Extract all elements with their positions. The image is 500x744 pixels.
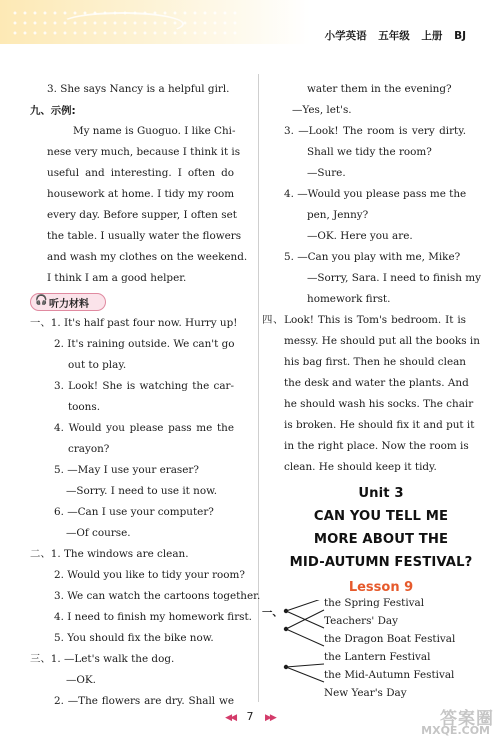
script-line: 5. —Can you play with me, Mike? xyxy=(284,251,461,263)
headphones-icon: 🎧 xyxy=(35,295,48,306)
script-line: 2. It's raining outside. We can't go xyxy=(54,338,235,350)
festival-item: the Dragon Boat Festival xyxy=(324,633,456,645)
header-subject: 小学英语 xyxy=(324,30,367,42)
essay-line: I think I am a good helper. xyxy=(47,272,187,284)
script-line: 2. —The flowers are dry. Shall we xyxy=(54,695,234,707)
festival-item: the Mid-Autumn Festival xyxy=(324,669,455,681)
match-dot xyxy=(284,609,288,613)
script-line: —Sorry. I need to use it now. xyxy=(66,485,218,497)
script-line: —Of course. xyxy=(66,527,131,539)
prev-page-icon[interactable]: ◀◀ xyxy=(225,713,235,723)
essay-line: every day. Before supper, I often set xyxy=(47,209,237,221)
match-line xyxy=(286,629,324,646)
lesson-title: Lesson 9 xyxy=(348,580,414,595)
essay-line: housework at home. I tidy my room xyxy=(47,188,235,200)
decor-swirl xyxy=(60,12,184,36)
script-line: —OK. xyxy=(66,674,96,686)
script-line: toons. xyxy=(68,401,101,413)
page-header xyxy=(317,28,466,43)
script-line: 5. You should fix the bike now. xyxy=(54,632,214,644)
script-line: clean. He should keep it tidy. xyxy=(284,461,437,473)
script-line: his bag first. Then he should clean xyxy=(284,356,466,368)
script-line: pen, Jenny? xyxy=(307,209,369,221)
match-dot xyxy=(284,665,288,669)
script-line: 3. We can watch the cartoons together. xyxy=(54,590,261,602)
match-heading: 一、 xyxy=(262,607,283,619)
essay-line: and wash my clothes on the weekend. xyxy=(47,251,248,263)
script-line: is broken. He should fix it and put it xyxy=(284,419,475,431)
essay-line: My name is Guoguo. I like Chi- xyxy=(73,125,236,137)
unit-title-line: CAN YOU TELL ME xyxy=(313,509,449,524)
script-line: 一、1. It's half past four now. Hurry up! xyxy=(30,317,238,329)
column-divider xyxy=(258,74,259,702)
festival-item: New Year's Day xyxy=(324,687,407,699)
script-line: 5. —May I use your eraser? xyxy=(54,464,199,476)
script-line: —Yes, let's. xyxy=(292,104,352,116)
watermark-logo xyxy=(420,704,496,738)
page-number: 7 xyxy=(246,710,254,723)
unit-title-line: MORE ABOUT THE xyxy=(313,532,449,547)
script-line: 4. I need to finish my homework first. xyxy=(54,611,252,623)
listening-material-tag xyxy=(30,293,106,311)
answer-line: 3. She says Nancy is a helpful girl. xyxy=(47,83,230,95)
match-line xyxy=(286,600,324,611)
match-dot xyxy=(284,627,288,631)
script-line: water them in the evening? xyxy=(307,83,452,95)
match-line xyxy=(286,667,324,682)
script-line: —Sure. xyxy=(307,167,346,179)
unit-number: Unit 3 xyxy=(358,486,404,501)
script-line: 三、1. —Let's walk the dog. xyxy=(30,653,175,665)
festival-item: Teachers' Day xyxy=(324,615,398,627)
unit-title-line: MID-AUTUMN FESTIVAL? xyxy=(289,555,473,570)
script-line: —Sorry, Sara. I need to finish my xyxy=(307,272,481,284)
festival-item: the Spring Festival xyxy=(324,597,425,609)
script-line: the desk and water the plants. And xyxy=(284,377,469,389)
script-line: 4. —Would you please pass me the xyxy=(284,188,467,200)
festival-item: the Lantern Festival xyxy=(324,651,431,663)
section-heading: 九、示例: xyxy=(30,105,76,117)
script-line: 4. Would you please pass me the xyxy=(54,422,234,434)
script-line: crayon? xyxy=(68,443,110,455)
header-edition: BJ xyxy=(454,30,466,42)
essay-line: useful and interesting. I often do xyxy=(47,167,234,179)
header-grade: 五年级 xyxy=(378,30,410,42)
essay-line: the table. I usually water the flowers xyxy=(47,230,242,242)
header-volume: 上册 xyxy=(421,30,443,42)
script-line: messy. He should put all the books in xyxy=(284,335,480,347)
match-line xyxy=(286,664,324,667)
essay-line: nese very much, because I think it is xyxy=(47,146,241,158)
script-line: 二、1. The windows are clean. xyxy=(30,548,189,560)
script-line: —OK. Here you are. xyxy=(307,230,413,242)
matching-lines xyxy=(280,600,328,696)
script-line: in the right place. Now the room is xyxy=(284,440,469,452)
script-line: homework first. xyxy=(307,293,391,305)
listening-material-label: 听力材料 xyxy=(49,299,89,310)
match-line xyxy=(286,610,324,629)
script-line: he should wash his socks. The chair xyxy=(284,398,474,410)
watermark-url: MXQE.COM xyxy=(421,724,490,737)
script-line: 3. Look! She is watching the car- xyxy=(54,380,234,392)
script-line: Shall we tidy the room? xyxy=(307,146,432,158)
script-line: 2. Would you like to tidy your room? xyxy=(54,569,245,581)
script-line: out to play. xyxy=(68,359,127,371)
watermark-text: 答案圈 xyxy=(440,709,494,729)
script-line: 四、Look! This is Tom's bedroom. It is xyxy=(262,314,466,326)
next-page-icon[interactable]: ▶▶ xyxy=(265,713,275,723)
script-line: 6. —Can I use your computer? xyxy=(54,506,214,518)
script-line: 3. —Look! The room is very dirty. xyxy=(284,125,466,137)
